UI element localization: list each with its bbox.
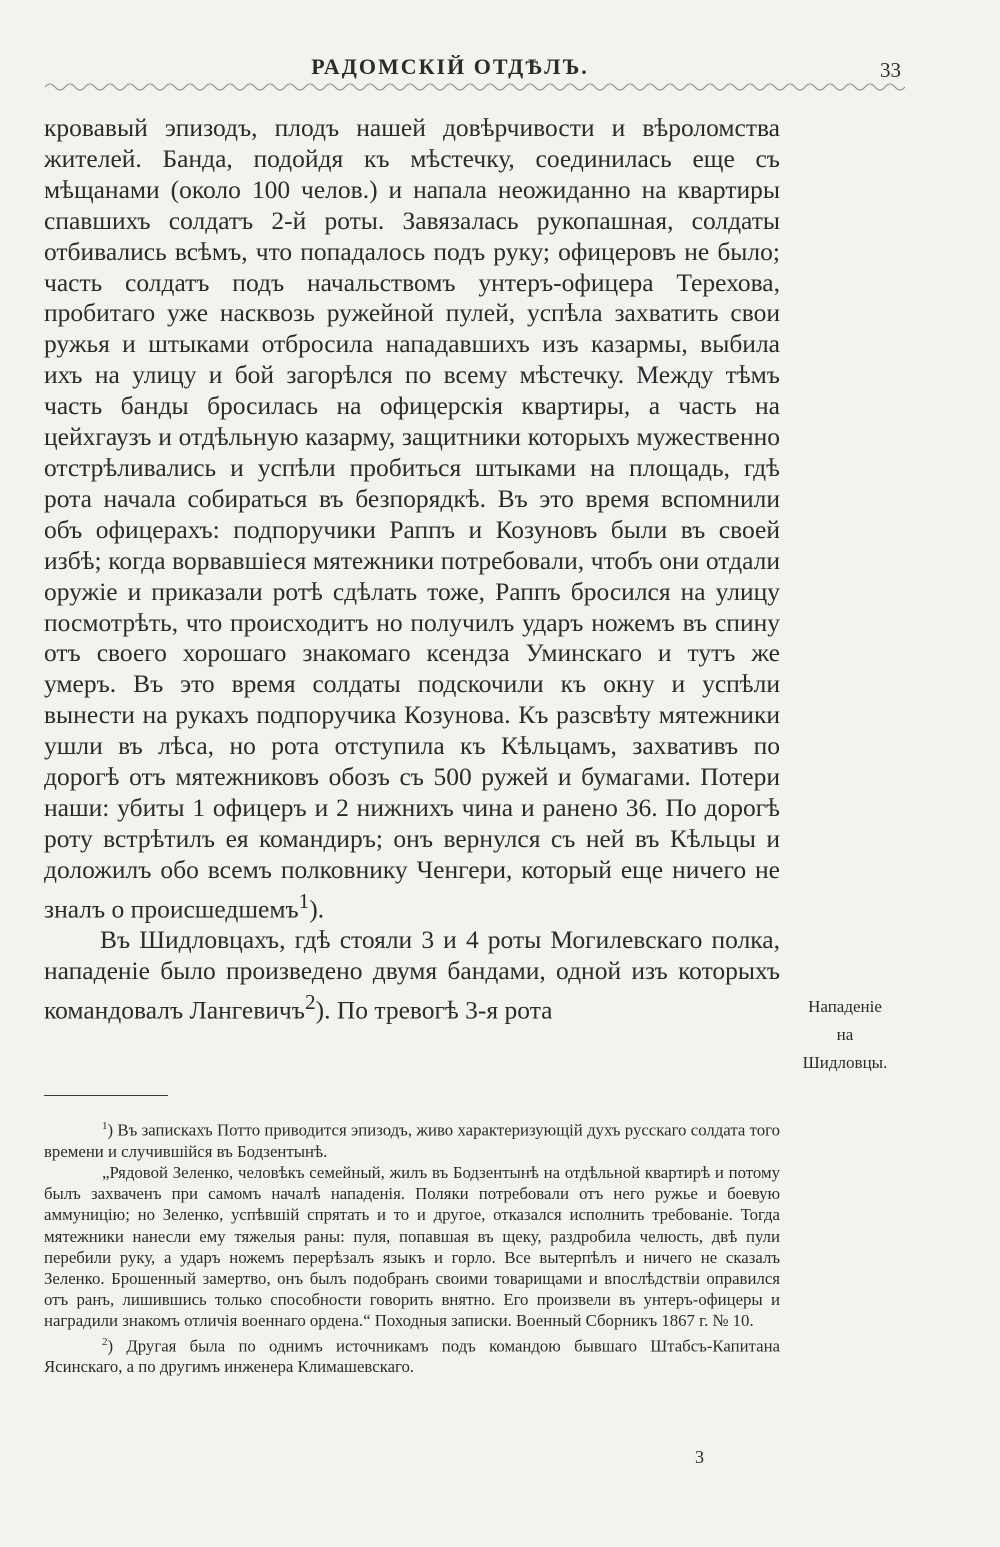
footnotes [44,1116,780,1378]
signature-mark: 3 [695,1447,704,1467]
footnote-1 [44,1116,780,1162]
footnote-ref-2: 2 [304,989,316,1014]
margin-note-line: Шидловцы. [802,1053,888,1072]
margin-note-line: на [836,1025,854,1044]
footnote-1-intro: ) Въ запискахъ Потто приводится эпизодъ, живо характеризующій духъ русскаго солдата того времени и случившійся въ Бодзентынѣ. [44,1120,780,1161]
margin-note-line: Нападеніе [808,997,882,1016]
footnote-divider [44,1095,168,1096]
paragraph-2-end: ). По тревогѣ 3-я рота [315,995,553,1025]
footnote-1-quote: „Рядовой Зеленко, человѣкъ семейный, жилъ въ Бодзентынѣ на отдѣльной квартирѣ и потому былъ захваченъ при самомъ началѣ нападенія. Поляки потребовали отъ него ружье и боевую аммуницію; но Зеленко, успѣвшій спрятать и то и другое, отказался исполнить требованіе. Тогда мятежники нанесли ему тяжелыя раны: пуля, попавшая въ щеку, раздробила челюсть, двѣ пули перебили руку, а ударъ ножемъ перерѣзалъ языкъ и горло. Все вытерпѣлъ и ничего не сказалъ Зеленко. Брошенный замертво, онъ былъ подобранъ своими товарищами и впослѣдствіи оправился отъ ранъ, лишившись только способности говорить внятно. Его произвели въ унтеръ-офицеры и наградили знакомъ отличія военнаго ордена.“ Походныя записки. Военный Сборникъ 1867 г. № 10. [44,1163,780,1331]
header-ornamental-rule [45,80,905,94]
paragraph-1-body: кровавый эпизодъ, плодъ нашей довѣрчивости и вѣроломства жителей. Банда, подойдя къ мѣстечку, соединилась еще съ мѣщанами (около 100 челов.) и напала неожиданно на квартиры спавшихъ солдатъ 2-й роты. Завязалась рукопашная, солдаты отбивались всѣмъ, что попадалось подъ руку; офицеровъ не было; часть солдатъ подъ начальствомъ унтеръ-офицера Терехова, пробитаго уже насквозь ружейной пулей, успѣла захватить свои ружья и штыками отбросила нападавшихъ изъ казармы, выбила ихъ на улицу и бой загорѣлся по всему мѣстечку. Между тѣмъ часть банды бросилась на офицерскія квартиры, а часть на цейхгаузъ и отдѣльную казарму, защитники которыхъ мужественно отстрѣливались и успѣли пробиться штыками на площадь, гдѣ рота начала собираться въ безпорядкѣ. Въ это время вспомнили объ офицерахъ: подпоручики Раппъ и Козуновъ были въ своей избѣ; когда ворвавшіеся мятежники потребовали, чтобъ они отдали оружіе и приказали ротѣ сдѣлать тоже, Раппъ бросился на улицу посмотрѣть, что происходитъ но получилъ ударъ ножемъ въ спину отъ своего хорошаго знакомаго ксендза Уминскаго и тутъ же умеръ. Въ это время солдаты подскочили къ окну и успѣли вынести на рукахъ подпоручика Козунова. Къ разсвѣту мятежники ушли въ лѣса, но рота отступила къ Кѣльцамъ, захвативъ по дорогѣ отъ мятежниковъ обозъ съ 500 ружей и бумагами. Потери наши: убиты 1 офицеръ и 2 нижнихъ чина и ранено 36. По дорогѣ роту встрѣтилъ ея командиръ; онъ вернулся съ ней въ Кѣльцы и доложилъ обо всемъ полковнику Ченгери, который еще ничего не зналъ о происшедшемъ [44,113,780,924]
paragraph-2-body: Въ Шидловцахъ, гдѣ стояли 3 и 4 роты Могилевскаго полка, нападеніе было произведено двумя бандами, одной изъ которыхъ командовалъ Лангевичъ [44,925,780,1025]
footnote-2-marker: 2 [102,1335,108,1348]
main-text [44,113,780,1026]
footnote-2-text: ) Другая была по однимъ источникамъ подъ командою бывшаго Штабсъ-Капитана Ясинскаго, а по другимъ инженера Климашевскаго. [44,1336,780,1377]
paragraph-1-end: ). [309,894,325,924]
running-header: РАДОМСКІЙ ОТДѢЛЪ. [311,54,589,79]
footnote-ref-1: 1 [298,888,310,913]
paragraph-2 [44,925,780,1026]
footnote-2 [44,1332,780,1378]
paragraph-1 [44,113,780,925]
footnote-1-marker: 1 [102,1120,108,1132]
margin-note [790,993,900,1077]
page-number: 33 [880,58,901,82]
